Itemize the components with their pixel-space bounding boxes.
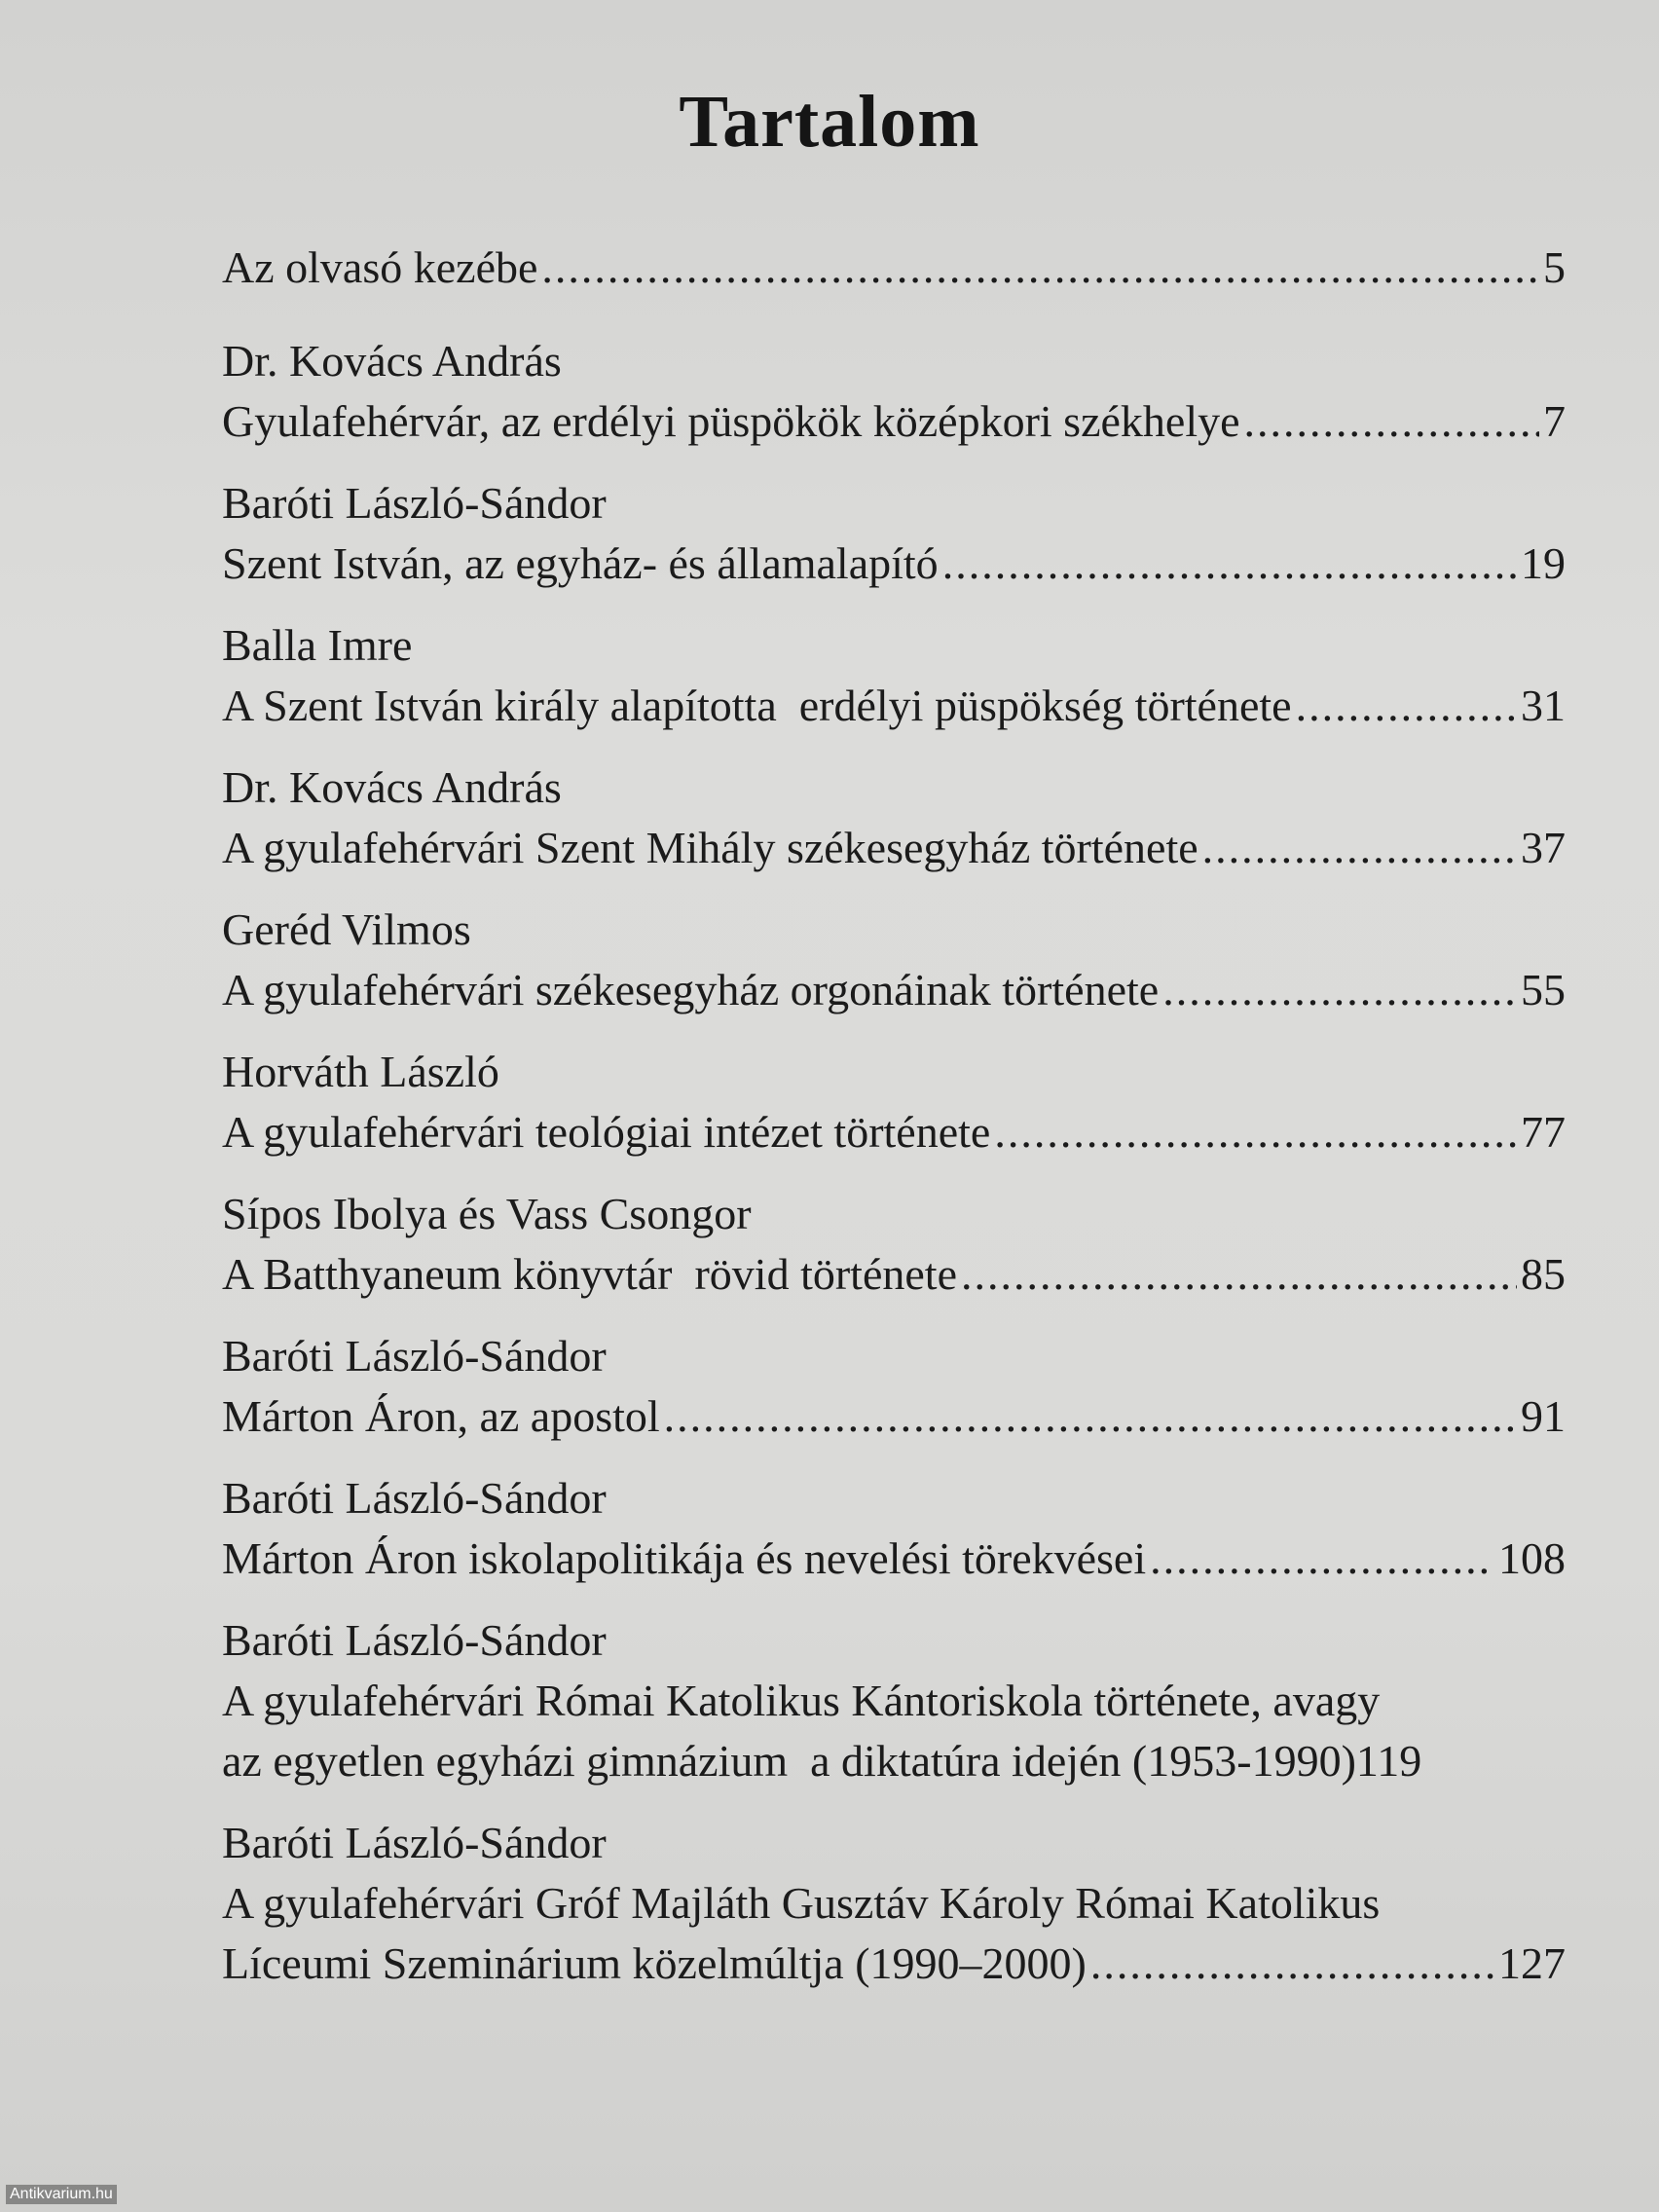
toc-author: Geréd Vilmos	[222, 904, 471, 954]
toc-line	[222, 676, 1566, 736]
toc-entry	[222, 1326, 1566, 1447]
table-of-contents	[222, 238, 1566, 2015]
toc-entry-title: Márton Áron iskolapolitikája és nevelési törekvései	[222, 1533, 1147, 1583]
leader-dots	[1090, 1934, 1494, 1994]
toc-line	[222, 1731, 1566, 1791]
toc-entry-title: Gyulafehérvár, az erdélyi püspökök középkori székhelye	[222, 396, 1240, 446]
leader-dots	[1162, 960, 1517, 1020]
toc-page-number: 77	[1521, 1107, 1566, 1157]
leader-dots	[541, 238, 1539, 298]
toc-line	[222, 1102, 1566, 1162]
leader-dots	[1296, 676, 1517, 736]
toc-page-number: 91	[1521, 1391, 1566, 1441]
toc-entry-title: Márton Áron, az apostol	[222, 1391, 660, 1441]
toc-line	[222, 1529, 1566, 1589]
toc-author: Baróti László-Sándor	[222, 1818, 607, 1867]
leader-dots	[1202, 818, 1517, 878]
toc-author: Baróti László-Sándor	[222, 1331, 607, 1381]
toc-page-number: 55	[1521, 965, 1566, 1014]
toc-line	[222, 391, 1566, 452]
toc-author: Sípos Ibolya és Vass Csongor	[222, 1189, 752, 1238]
toc-entry	[222, 1813, 1566, 1994]
toc-line	[222, 960, 1566, 1020]
leader-dots	[1150, 1529, 1494, 1589]
toc-page-number: 108	[1498, 1533, 1566, 1583]
toc-entry	[222, 1610, 1566, 1791]
toc-entry	[222, 757, 1566, 878]
toc-entry	[222, 331, 1566, 452]
toc-line	[222, 238, 1566, 298]
toc-page-number: 31	[1521, 681, 1566, 730]
toc-entry-title: Líceumi Szeminárium közelmúltja (1990–2000)	[222, 1938, 1087, 1988]
toc-entry-title: A gyulafehérvári Szent Mihály székesegyház története	[222, 823, 1198, 872]
toc-entry	[222, 238, 1566, 298]
page-title: Tartalom	[679, 81, 980, 163]
toc-entry-title: Az olvasó kezébe	[222, 242, 538, 292]
leader-dots	[1244, 391, 1539, 452]
toc-author: Dr. Kovács András	[222, 336, 562, 386]
toc-entry	[222, 1468, 1566, 1589]
toc-entry-title-line1: A gyulafehérvári Római Katolikus Kántoriskola története, avagy	[222, 1676, 1381, 1725]
leader-dots	[942, 534, 1517, 594]
toc-entry	[222, 615, 1566, 736]
toc-entry-title: A Szent István király alapította erdélyi püspökség története	[222, 681, 1292, 730]
toc-line	[222, 818, 1566, 878]
toc-page-number: 127	[1498, 1938, 1566, 1988]
leader-dots	[664, 1386, 1517, 1447]
toc-author: Baróti László-Sándor	[222, 1473, 607, 1523]
toc-entry-title: az egyetlen egyházi gimnázium a diktatúra idején (1953-1990)	[222, 1736, 1356, 1786]
toc-entry	[222, 900, 1566, 1020]
toc-entry	[222, 473, 1566, 594]
toc-author: Baróti László-Sándor	[222, 1615, 607, 1665]
toc-page-number: 37	[1521, 823, 1566, 872]
toc-entry-title: A Batthyaneum könyvtár rövid története	[222, 1249, 957, 1299]
toc-entry	[222, 1042, 1566, 1162]
leader-dots	[994, 1102, 1517, 1162]
toc-page-number: 5	[1543, 242, 1566, 292]
leader-dots	[961, 1244, 1517, 1305]
toc-line	[222, 534, 1566, 594]
toc-page-number: 85	[1521, 1249, 1566, 1299]
toc-author: Dr. Kovács András	[222, 762, 562, 812]
toc-entry-title: A gyulafehérvári teológiai intézet története	[222, 1107, 991, 1157]
toc-entry-title: Szent István, az egyház- és államalapító	[222, 538, 939, 588]
site-watermark: Antikvarium.hu	[6, 2185, 117, 2204]
toc-page-number: 7	[1543, 396, 1566, 446]
toc-author: Baróti László-Sándor	[222, 478, 607, 528]
toc-line	[222, 1244, 1566, 1305]
toc-line	[222, 1386, 1566, 1447]
toc-line	[222, 1934, 1566, 1994]
toc-author: Balla Imre	[222, 620, 413, 670]
toc-entry-title-line1: A gyulafehérvári Gróf Majláth Gusztáv Károly Római Katolikus	[222, 1878, 1381, 1928]
toc-entry-title: A gyulafehérvári székesegyház orgonáinak története	[222, 965, 1160, 1014]
toc-page-number: 119	[1355, 1736, 1422, 1786]
toc-author: Horváth László	[222, 1047, 499, 1096]
toc-entry	[222, 1184, 1566, 1305]
toc-page-number: 19	[1521, 538, 1566, 588]
